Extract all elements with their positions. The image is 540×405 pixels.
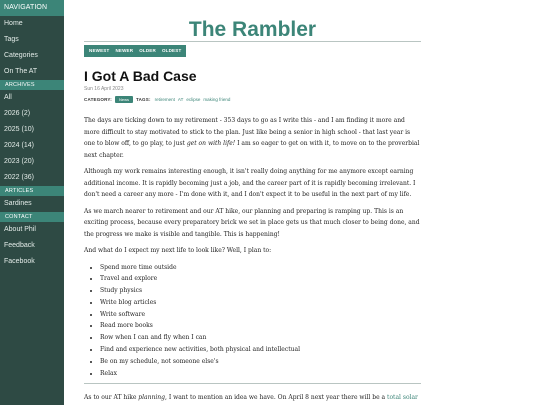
sidebar-item-archive-2024[interactable]: 2024 (14) bbox=[4, 142, 34, 149]
post-body bbox=[84, 115, 421, 405]
sidebar-item-archive-2026[interactable]: 2026 (2) bbox=[4, 110, 31, 117]
paragraph: And what do I expect my next life to look like? Well, I plan to: bbox=[84, 247, 272, 254]
sidebar-item-home[interactable]: Home bbox=[4, 20, 23, 27]
sidebar-section-archives: ARCHIVES bbox=[0, 80, 64, 90]
main-content bbox=[84, 0, 421, 405]
emphasis: get on with life! bbox=[186, 140, 236, 147]
sidebar-item-feedback[interactable]: Feedback bbox=[4, 242, 35, 249]
tag-link[interactable]: AT bbox=[177, 97, 184, 102]
emphasis: planning bbox=[138, 394, 165, 402]
list-item: • Spend more time outside bbox=[100, 262, 421, 274]
plan-list bbox=[84, 262, 421, 380]
list-item: • Be on my schedule, not someone else's bbox=[100, 356, 421, 368]
sidebar-item-facebook[interactable]: Facebook bbox=[4, 258, 35, 265]
paragraph: As to our AT hike planning, I want to mention an idea we have. On April 8 next year there will be a total solar bbox=[84, 394, 418, 402]
post-date: Sun 16 April 2023 bbox=[84, 86, 124, 92]
title-divider bbox=[84, 41, 421, 42]
category-badge[interactable]: News bbox=[115, 96, 133, 103]
section-divider bbox=[84, 383, 421, 384]
paragraph: Although my work remains interesting enough, it isn't really doing anything for me anymore except earning additional income. It is rapidly becoming just a job, and the career part of it is rapidly becoming irrelevant. I don't need a career any more - I'm done with it, and I don't expect it to be useful in the next part of my life. bbox=[84, 168, 416, 198]
sidebar-section-articles: ARTICLES bbox=[0, 186, 64, 196]
total-solar-link[interactable]: total solar bbox=[387, 394, 418, 402]
site-title[interactable]: The Rambler bbox=[188, 18, 317, 41]
sidebar-item-about-phil[interactable]: About Phil bbox=[4, 226, 36, 233]
sidebar-item-archive-2023[interactable]: 2023 (20) bbox=[4, 158, 34, 165]
oldest-button[interactable]: OLDEST bbox=[161, 48, 182, 53]
list-item: • Write software bbox=[100, 309, 421, 321]
tag-list bbox=[154, 97, 231, 102]
post-meta bbox=[84, 96, 230, 103]
sidebar-header-navigation: NAVIGATION bbox=[0, 0, 64, 16]
tags-label: TAGS: bbox=[135, 97, 151, 102]
post-pager bbox=[84, 45, 186, 57]
category-label: CATEGORY: bbox=[84, 97, 112, 102]
tag-link[interactable]: retirement bbox=[154, 97, 175, 102]
sidebar bbox=[0, 0, 64, 405]
sidebar-item-archive-all[interactable]: All bbox=[4, 94, 12, 101]
sidebar-item-archive-2022[interactable]: 2022 (36) bbox=[4, 174, 34, 181]
tag-link[interactable]: eclipse bbox=[186, 97, 201, 102]
post-title[interactable]: I Got A Bad Case bbox=[84, 68, 197, 84]
sidebar-item-categories[interactable]: Categories bbox=[4, 52, 38, 59]
sidebar-item-on-the-at[interactable]: On The AT bbox=[4, 68, 38, 75]
list-item: • Write blog articles bbox=[100, 297, 421, 309]
list-item: • Travel and explore bbox=[100, 273, 421, 285]
list-item: • Study physics bbox=[100, 285, 421, 297]
newest-button[interactable]: NEWEST bbox=[89, 48, 110, 53]
paragraph: As we march nearer to retirement and our AT hike, our planning and preparing is ramping up. This is an exciting process, because every preparatory brick we set in place gets us that much closer to being done, and the progress we make is visible and tangible. This is happening! bbox=[84, 207, 420, 238]
sidebar-section-contact: CONTACT bbox=[0, 212, 64, 222]
list-item: • Read more books bbox=[100, 320, 421, 332]
sidebar-item-archive-2025[interactable]: 2025 (10) bbox=[4, 126, 34, 133]
list-item: • Row when I can and fly when I can bbox=[100, 332, 421, 344]
sidebar-item-tags[interactable]: Tags bbox=[4, 36, 19, 43]
older-button[interactable]: OLDER bbox=[139, 48, 156, 53]
list-item: • Relax bbox=[100, 368, 421, 380]
list-item: • Find and experience new activities, both physical and intellectual bbox=[100, 344, 421, 356]
sidebar-item-sardines[interactable]: Sardines bbox=[4, 200, 32, 207]
newer-button[interactable]: NEWER bbox=[115, 48, 134, 53]
tag-link[interactable]: making friend bbox=[203, 97, 231, 102]
paragraph: The days are ticking down to my retirement - 353 days to go as I write this - and I am finding it more and more difficult to stay motivated to stick to the plan. Just like being a senior in high school - that last year is one to blow off, to go play, to just get on with life! I am so eager to get on with it, to move on to the proverbial next chapter. bbox=[84, 117, 420, 159]
